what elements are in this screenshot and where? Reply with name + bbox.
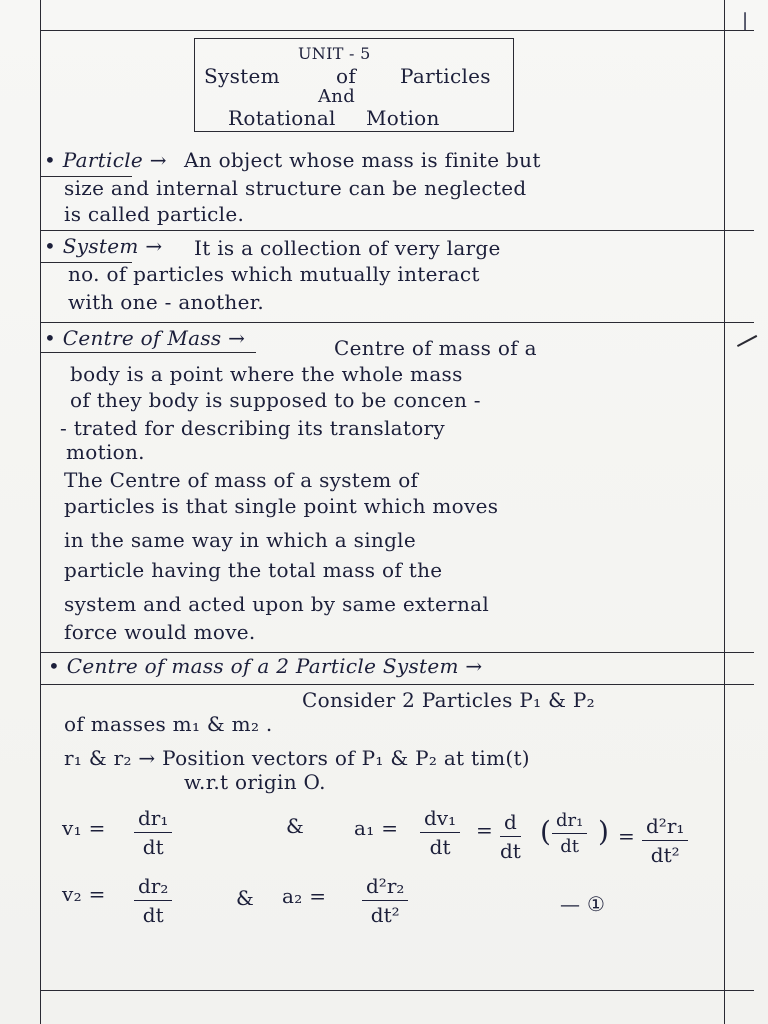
eq-a2-lhs: a₂ = [282,884,327,908]
com-line-4: - trated for describing its translatory [60,416,446,440]
top-rule [40,30,754,31]
eq-equals-1: = [476,818,494,842]
eq-ampersand-2: & [236,886,255,910]
title-word-of: of [336,64,357,88]
two-particle-line-4: w.r.t origin O. [184,770,326,794]
system-line-2: no. of particles which mutually interact [68,262,480,286]
com-para-line-2: particles is that single point which moves [64,494,499,518]
two-particle-line-1: Consider 2 Particles P₁ & P₂ [302,688,595,712]
eq-v1-lhs: v₁ = [62,816,106,840]
left-margin-line [40,0,41,1024]
eq-a1-fraction [420,806,460,859]
com-underline [40,352,256,353]
particle-line-2: size and internal structure can be neglected [64,176,527,200]
eq-second-denominator: dt² [650,843,680,867]
bottom-rule [40,990,754,991]
section-rule-1 [40,230,754,231]
title-word-rotational: Rotational [228,106,336,130]
unit-label: UNIT - 5 [298,44,371,63]
eq-v1-numerator: dr₁ [134,806,172,833]
com-line-5: motion. [66,440,145,464]
eq-a1-denominator: dt [429,835,451,859]
particle-line-3: is called particle. [64,202,245,226]
eq-inner-denominator: dt [560,836,580,857]
two-particle-heading: • Centre of mass of a 2 Particle System → [48,654,483,678]
section-rule-3 [40,652,754,653]
eq-ampersand-1: & [286,814,305,838]
section-rule-2 [40,322,754,323]
system-line-1: It is a collection of very large [194,236,501,260]
com-para-line-3: in the same way in which a single [64,528,417,552]
com-line-1: Centre of mass of a [334,336,537,360]
eq-inner-fraction [552,810,587,857]
eq-v2-numerator: dr₂ [134,874,172,901]
com-heading: • Centre of Mass → [44,326,246,350]
eq-inner-numerator: dr₁ [552,810,587,834]
com-para-line-6: force would move. [64,620,256,644]
eq-equals-2: = [618,824,636,848]
equation-reference-1: — ① [560,892,606,916]
eq-a2-denominator: dt² [370,903,400,927]
eq-v2-denominator: dt [142,903,164,927]
title-word-and: And [318,86,356,107]
eq-operator-numerator: d [500,810,521,837]
section-rule-4 [40,684,754,685]
particle-heading: • Particle → [44,148,167,172]
eq-a2-fraction [362,874,408,927]
particle-line-1: An object whose mass is finite but [184,148,541,172]
eq-second-derivative [642,814,688,867]
com-para-line-5: system and acted upon by same external [64,592,490,616]
eq-operator-denominator: dt [500,839,521,863]
system-line-3: with one - another. [68,290,265,314]
eq-paren-open: ( [540,815,552,848]
title-word-system: System [204,64,280,88]
com-para-line-1: The Centre of mass of a system of [64,468,419,492]
two-particle-line-3: r₁ & r₂ → Position vectors of P₁ & P₂ at tim(t) [64,746,530,770]
eq-paren-close: ) [598,815,610,848]
eq-a1-lhs: a₁ = [354,816,399,840]
right-margin-line [724,0,725,1024]
com-line-2: body is a point where the whole mass [70,362,463,386]
eq-v2-fraction [134,874,172,927]
eq-a2-numerator: d²r₂ [362,874,408,901]
title-word-motion: Motion [366,106,440,130]
com-line-3: of they body is supposed to be concen - [70,388,481,412]
two-particle-line-2: of masses m₁ & m₂ . [64,712,273,736]
title-word-particles: Particles [400,64,491,88]
com-para-line-4: particle having the total mass of the [64,558,443,582]
eq-v2-lhs: v₂ = [62,882,106,906]
margin-tick [737,335,757,347]
margin-mark: | [742,10,749,31]
system-heading: • System → [44,234,163,258]
eq-v1-fraction [134,806,172,859]
eq-derivative-operator [500,810,521,863]
eq-second-numerator: d²r₁ [642,814,688,841]
eq-a1-numerator: dv₁ [420,806,460,833]
eq-v1-denominator: dt [142,835,164,859]
